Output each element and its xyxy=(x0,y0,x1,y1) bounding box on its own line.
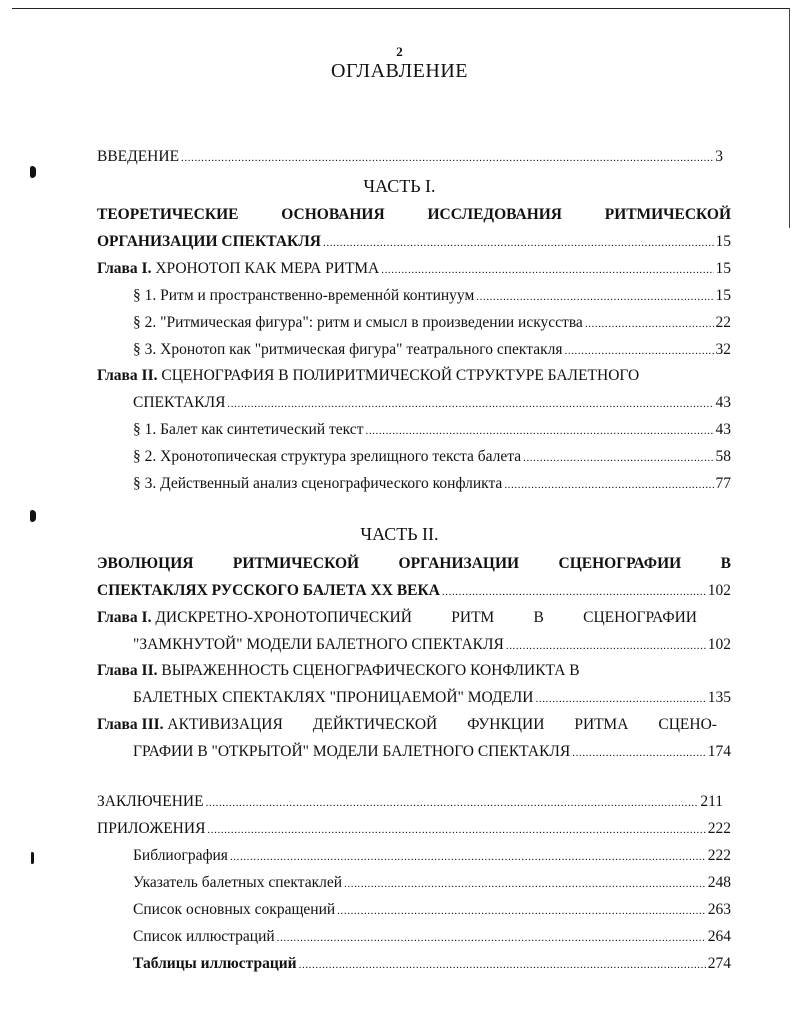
leader-dots xyxy=(277,926,706,949)
leader-dots xyxy=(476,285,713,308)
toc-entry-appendix[interactable] xyxy=(133,845,731,867)
toc-label: ГРАФИИ В "ОТКРЫТОЙ" МОДЕЛИ БАЛЕТНОГО СПЕКТАКЛЯ xyxy=(133,743,571,760)
leader-dots xyxy=(207,818,705,841)
leader-dots xyxy=(299,953,706,976)
toc-page: 58 xyxy=(715,448,731,465)
toc-label: ФУНКЦИИ xyxy=(467,716,545,733)
title-word: РИТМИЧЕСКОЙ xyxy=(604,206,731,223)
toc-entry-chapter-line1[interactable] xyxy=(97,607,697,629)
toc-label: В xyxy=(533,609,544,626)
toc-entry-section[interactable] xyxy=(133,339,731,361)
leader-dots xyxy=(230,845,706,868)
toc-entry-conclusion[interactable] xyxy=(97,791,723,813)
leader-dots xyxy=(523,446,713,469)
page-number: 2 xyxy=(396,44,403,59)
part-heading: ЧАСТЬ II. xyxy=(360,524,439,544)
toc-label: ДИСКРЕТНО-ХРОНОТОПИЧЕСКИЙ xyxy=(155,609,412,626)
toc-label: Библиография xyxy=(133,847,228,864)
toc-label: СЦЕНОГРАФИЯ В ПОЛИРИТМИЧЕСКОЙ СТРУКТУРЕ БАЛЕТНОГО xyxy=(161,367,640,384)
leader-dots xyxy=(442,580,706,603)
margin-mark xyxy=(30,510,36,522)
leader-dots xyxy=(506,634,706,657)
toc-label: ПРИЛОЖЕНИЯ xyxy=(97,820,206,837)
leader-dots xyxy=(536,687,706,710)
leader-dots xyxy=(344,872,706,895)
leader-dots xyxy=(565,339,714,362)
toc-label: Список иллюстраций xyxy=(133,928,275,945)
toc-entry-part2[interactable] xyxy=(97,580,731,602)
toc-entry-part1[interactable] xyxy=(97,231,731,253)
part-heading: ЧАСТЬ I. xyxy=(363,176,436,196)
toc-page: 222 xyxy=(707,820,731,837)
toc-label: РИТМ xyxy=(451,609,495,626)
toc-label: § 3. Хронотоп как "ритмическая фигура" театрального спектакля xyxy=(133,341,563,358)
toc-entry-intro[interactable] xyxy=(97,146,723,168)
toc-page: 264 xyxy=(707,928,731,945)
toc-page: 274 xyxy=(707,955,731,972)
toc-label: Список основных сокращений xyxy=(133,901,336,918)
leader-dots xyxy=(337,899,706,922)
toc-entry-chapter-line1[interactable] xyxy=(97,365,731,387)
toc-entry-section[interactable] xyxy=(133,312,731,334)
toc-page: 22 xyxy=(715,314,731,331)
title-word: РИТМИЧЕСКОЙ xyxy=(232,555,360,572)
title-word: ИССЛЕДОВАНИЯ xyxy=(427,206,562,223)
toc-label: § 1. Ритм и пространственно-временнóй континуум xyxy=(133,287,475,304)
chapter-prefix: Глава III. xyxy=(97,716,164,733)
toc-page: 32 xyxy=(715,341,731,358)
toc-label: ЗАКЛЮЧЕНИЕ xyxy=(97,793,204,810)
toc-label: "ЗАМКНУТОЙ" МОДЕЛИ БАЛЕТНОГО СПЕКТАКЛЯ xyxy=(133,636,504,653)
toc-label: СЦЕНО- xyxy=(658,716,717,733)
leader-dots xyxy=(206,791,699,814)
toc-label: ВЫРАЖЕННОСТЬ СЦЕНОГРАФИЧЕСКОГО КОНФЛИКТА В xyxy=(161,662,580,679)
toc-label: ХРОНОТОП КАК МЕРА РИТМА xyxy=(155,260,380,277)
title-word: В xyxy=(720,555,731,572)
part-title-line xyxy=(97,204,731,226)
leader-dots xyxy=(504,473,713,496)
toc-entry-section[interactable] xyxy=(133,473,731,495)
toc-entry-appendix[interactable] xyxy=(133,872,731,894)
toc-label: Указатель балетных спектаклей xyxy=(133,874,343,891)
chapter-prefix: Глава II. xyxy=(97,662,158,679)
toc-page: 15 xyxy=(715,233,731,250)
toc-entry-chapter[interactable] xyxy=(97,258,731,280)
toc-entry-chapter-line1[interactable] xyxy=(97,660,731,682)
toc-entry-chapter-line2[interactable] xyxy=(133,741,731,763)
toc-entry-chapter-line2[interactable] xyxy=(133,392,731,414)
chapter-prefix: Глава II. xyxy=(97,367,158,384)
toc-label: § 1. Балет как синтетический текст xyxy=(133,421,364,438)
toc-page: 102 xyxy=(707,582,731,599)
toc-page: 174 xyxy=(707,743,731,760)
toc-entry-appendices[interactable] xyxy=(97,818,731,840)
toc-entry-chapter-line2[interactable] xyxy=(133,634,731,656)
toc-page: 43 xyxy=(715,421,731,438)
toc-entry-appendix[interactable] xyxy=(133,953,731,975)
toc-label: СПЕКТАКЛЯХ РУССКОГО БАЛЕТА XX ВЕКА xyxy=(97,582,440,599)
top-border-line xyxy=(12,8,790,9)
title-word: СЦЕНОГРАФИИ xyxy=(558,555,682,572)
toc-label: ВВЕДЕНИЕ xyxy=(97,148,180,165)
toc-entry-section[interactable] xyxy=(133,285,731,307)
toc-label: СЦЕНОГРАФИИ xyxy=(583,609,697,626)
toc-label: ОРГАНИЗАЦИИ СПЕКТАКЛЯ xyxy=(97,233,321,250)
toc-page: 43 xyxy=(715,394,731,411)
toc-label: § 2. Хронотопическая структура зрелищного текста балета xyxy=(133,448,522,465)
toc-page: 248 xyxy=(707,874,731,891)
toc-label: РИТМА xyxy=(574,716,629,733)
chapter-prefix: Глава I. xyxy=(97,260,152,277)
page-title: ОГЛАВЛЕНИЕ xyxy=(331,60,468,82)
leader-dots xyxy=(365,419,713,442)
toc-entry-appendix[interactable] xyxy=(133,899,731,921)
toc-entry-chapter-line2[interactable] xyxy=(133,687,731,709)
part-title-line xyxy=(97,553,731,575)
chapter-prefix: Глава I. xyxy=(97,609,152,626)
toc-page: 211 xyxy=(700,793,723,810)
title-word: ОРГАНИЗАЦИИ xyxy=(398,555,520,572)
leader-dots xyxy=(585,312,714,335)
toc-label: § 2. "Ритмическая фигура": ритм и смысл в произведении искусства xyxy=(133,314,583,331)
toc-entry-section[interactable] xyxy=(133,419,731,441)
title-word: ОСНОВАНИЯ xyxy=(281,206,385,223)
toc-label: АКТИВИЗАЦИЯ xyxy=(167,716,283,733)
toc-entry-appendix[interactable] xyxy=(133,926,731,948)
toc-entry-chapter-line1[interactable] xyxy=(97,714,717,736)
toc-page: 102 xyxy=(707,636,731,653)
toc-page: 222 xyxy=(707,847,731,864)
toc-page: 135 xyxy=(707,689,731,706)
leader-dots xyxy=(572,741,705,764)
toc-page: 15 xyxy=(715,260,731,277)
title-word: ТЕОРЕТИЧЕСКИЕ xyxy=(97,206,239,223)
toc-label: Таблицы иллюстраций xyxy=(133,955,297,972)
leader-dots xyxy=(181,146,713,169)
toc-label: БАЛЕТНЫХ СПЕКТАКЛЯХ "ПРОНИЦАЕМОЙ" МОДЕЛИ xyxy=(133,689,534,706)
leader-dots xyxy=(227,392,713,415)
margin-mark xyxy=(31,852,34,864)
toc-page: 77 xyxy=(715,475,731,492)
leader-dots xyxy=(381,258,713,281)
toc-page: 263 xyxy=(707,901,731,918)
toc-entry-section[interactable] xyxy=(133,446,731,468)
title-word: ЭВОЛЮЦИЯ xyxy=(97,555,194,572)
leader-dots xyxy=(323,231,714,254)
toc-label: § 3. Действенный анализ сценографического конфликта xyxy=(133,475,503,492)
toc-label: ДЕЙКТИЧЕСКОЙ xyxy=(312,716,438,733)
toc-label: СПЕКТАКЛЯ xyxy=(133,394,226,411)
toc-page: 3 xyxy=(715,148,723,165)
toc-page: 15 xyxy=(715,287,731,304)
